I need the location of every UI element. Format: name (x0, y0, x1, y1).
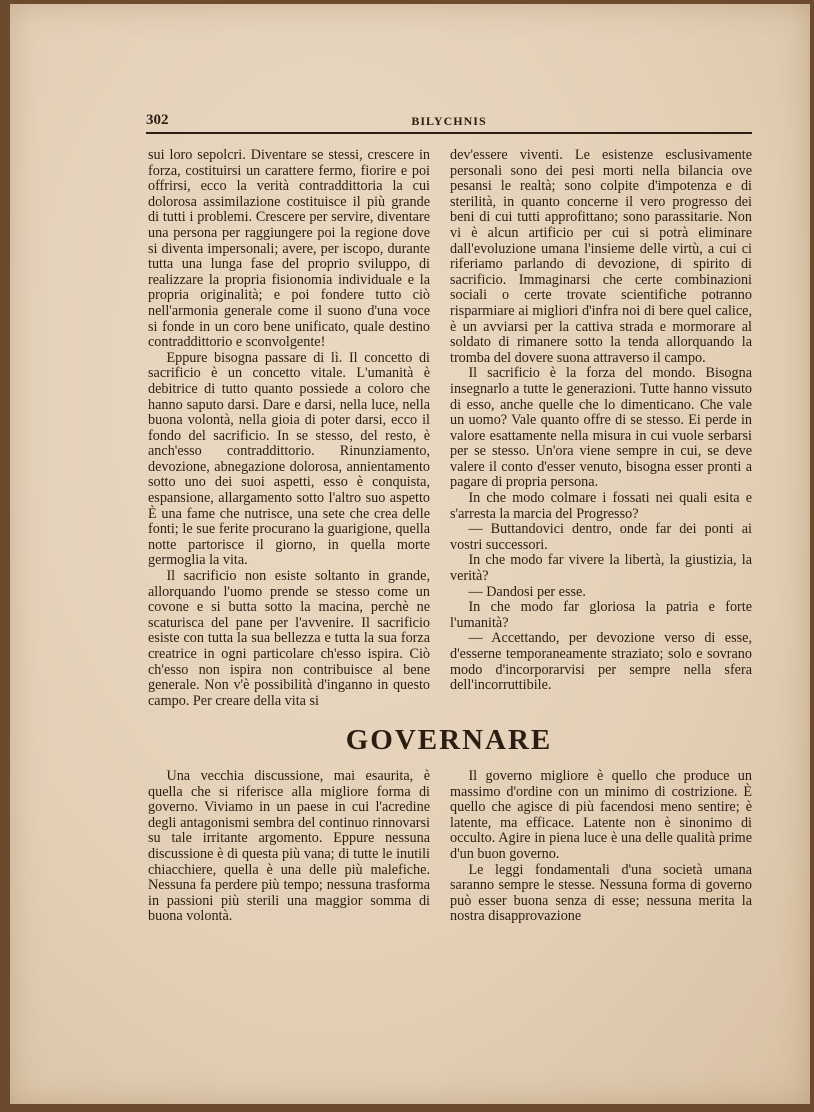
paragraph: In che modo colmare i fossati nei quali esita e s'arresta la marcia del Progresso? (450, 490, 752, 522)
paragraph: — Dandosi per esse. (468, 583, 586, 600)
left-column (148, 148, 430, 709)
section-right-column (450, 769, 752, 925)
paragraph: — Accettando, per devozione verso di esse, d'esserne temporaneamente straziato; solo e sovrano modo d'incorporarvisi per sempre nella sfera dell'incorruttibile. (450, 630, 752, 694)
page-header (146, 112, 752, 134)
paragraph: Una vecchia discussione, mai esaurita, è quella che si riferisce alla migliore forma di governo. Viviamo in un paese in cui l'acredine degli antagonismi sembra del continuo rinnovarsi su tale irritante argomento. Eppure nessuna discussione è di questa più vana; di tutte le inutili chiacchiere, quella è una delle più malefiche. Nessuna fa perdere più tempo; nessuna trasforma in passioni più sterili una maggior somma di buona volontà. (148, 768, 430, 925)
running-title: BILYCHNIS (411, 114, 487, 128)
section-left-column (148, 769, 430, 925)
section-title: GOVERNARE (345, 724, 553, 756)
paragraph: sui loro sepolcri. Diventare se stessi, crescere in forza, costituirsi un carattere fermo, fiorire e poi offrirsi, ecco la verità contraddittoria la cui dolorosa assimilazione costituisce il più grande di tutti i problemi. Crescere per servire, diventare una persona per raggiungere poi la regione dove si diventa impersonali; avere, per iscopo, durante tutta una lunga fase del proprio sviluppo, di realizzare la propria fisionomia individuale e la propria originalità; e poi fondere tutto ciò nell'armonia generale come il suono d'una voce si fonde in un coro bene unificato, quale destino contraddittorio e sconvolgente! (148, 147, 430, 351)
paragraph: Il sacrificio è la forza del mondo. Bisogna insegnarlo a tutte le generazioni. Tutte hanno vissuto di esso, anche quelle che lo dimenticano. Che vale un uomo? Vale quanto offre di se stesso. Ei perde in valore esattamente nella misura in cui vuole serbarsi per se stesso. Un'ora viene sempre in cui, se deve valere il conto d'esser venuto, bisogna esser pronti a pagare di propria persona. (450, 365, 752, 491)
paragraph: Il sacrificio non esiste soltanto in grande, allorquando l'uomo prende se stesso come un covone e si butta sotto la macina, perchè ne scaturisca del pane per l'avvenire. Il sacrificio esiste con tutta la sua bellezza e tutta la sua forza creatrice in ogni particolare ch'esso ispira. Ciò ch'esso non ispira non contribuisce al bene generale. Non v'è possibilità d'inganno in questo campo. Per creare della vita si (148, 568, 430, 709)
paragraph: Il governo migliore è quello che produce un massimo d'ordine con un minimo di costrizione. È quello che agisce di più facendosi meno sentire; è latente, ma efficace. Latente non è sinonimo di occulto. Agire in piena luce è una delle qualità prime d'un buon governo. (450, 768, 752, 862)
right-column (450, 148, 752, 694)
paragraph: dev'essere viventi. Le esistenze esclusivamente personali sono dei pesi morti nella bilancia ove pesansi le realtà; sono colpite d'impotenza e di sterilità, in quanto concerne il vero progresso dei beni di cui tutti approfittano; sono parassitarie. Non vi è alcun artificio per cui si potrà eliminare dall'evoluzione umana l'insieme delle virtù, a cui ci riferiamo parlando di devozione, di spirito di sacrificio. Immaginarsi che certe combinazioni sociali o certe trovate scientifiche potranno risparmiare ai migliori d'infra noi di bere quel calice, è un avviarsi per la cattiva strada e mormorare al soldato di rimanere sotto la tenda allorquando la tromba del dovere suona attraverso il campo. (450, 147, 752, 366)
page-number: 302 (146, 112, 169, 128)
paragraph: In che modo far gloriosa la patria e forte l'umanità? (450, 599, 752, 631)
paragraph: In che modo far vivere la libertà, la giustizia, la verità? (450, 552, 752, 585)
paragraph: Le leggi fondamentali d'una società umana saranno sempre le stesse. Nessuna forma di governo può esser buona senza di esse; nessuna merita la nostra disapprovazione (450, 861, 752, 925)
paragraph: — Buttandovici dentro, onde far dei ponti ai vostri successori. (450, 521, 752, 553)
paragraph: Eppure bisogna passare di lì. Il concetto di sacrificio è un concetto vitale. L'umanità è debitrice di tutto quanto possiede a coloro che hanno saputo darsi. Dare e darsi, nella luce, nella buona volontà, nella gioia di poter darsi, ecco il fondo del sacrificio. In se stesso, del resto, è anch'esso contraddittorio. Rinunziamento, devozione, abnegazione dolorosa, annientamento sotto uno dei suoi aspetti, esso è conquista, espansione, allargamento sotto l'altro suo aspetto È una fame che nutrisce, una sete che crea delle fonti; le sue ferite procurano la guarigione, quella notte partorisce il giorno, in quella morte germoglia la vita. (148, 349, 430, 569)
header-rule (146, 132, 752, 134)
